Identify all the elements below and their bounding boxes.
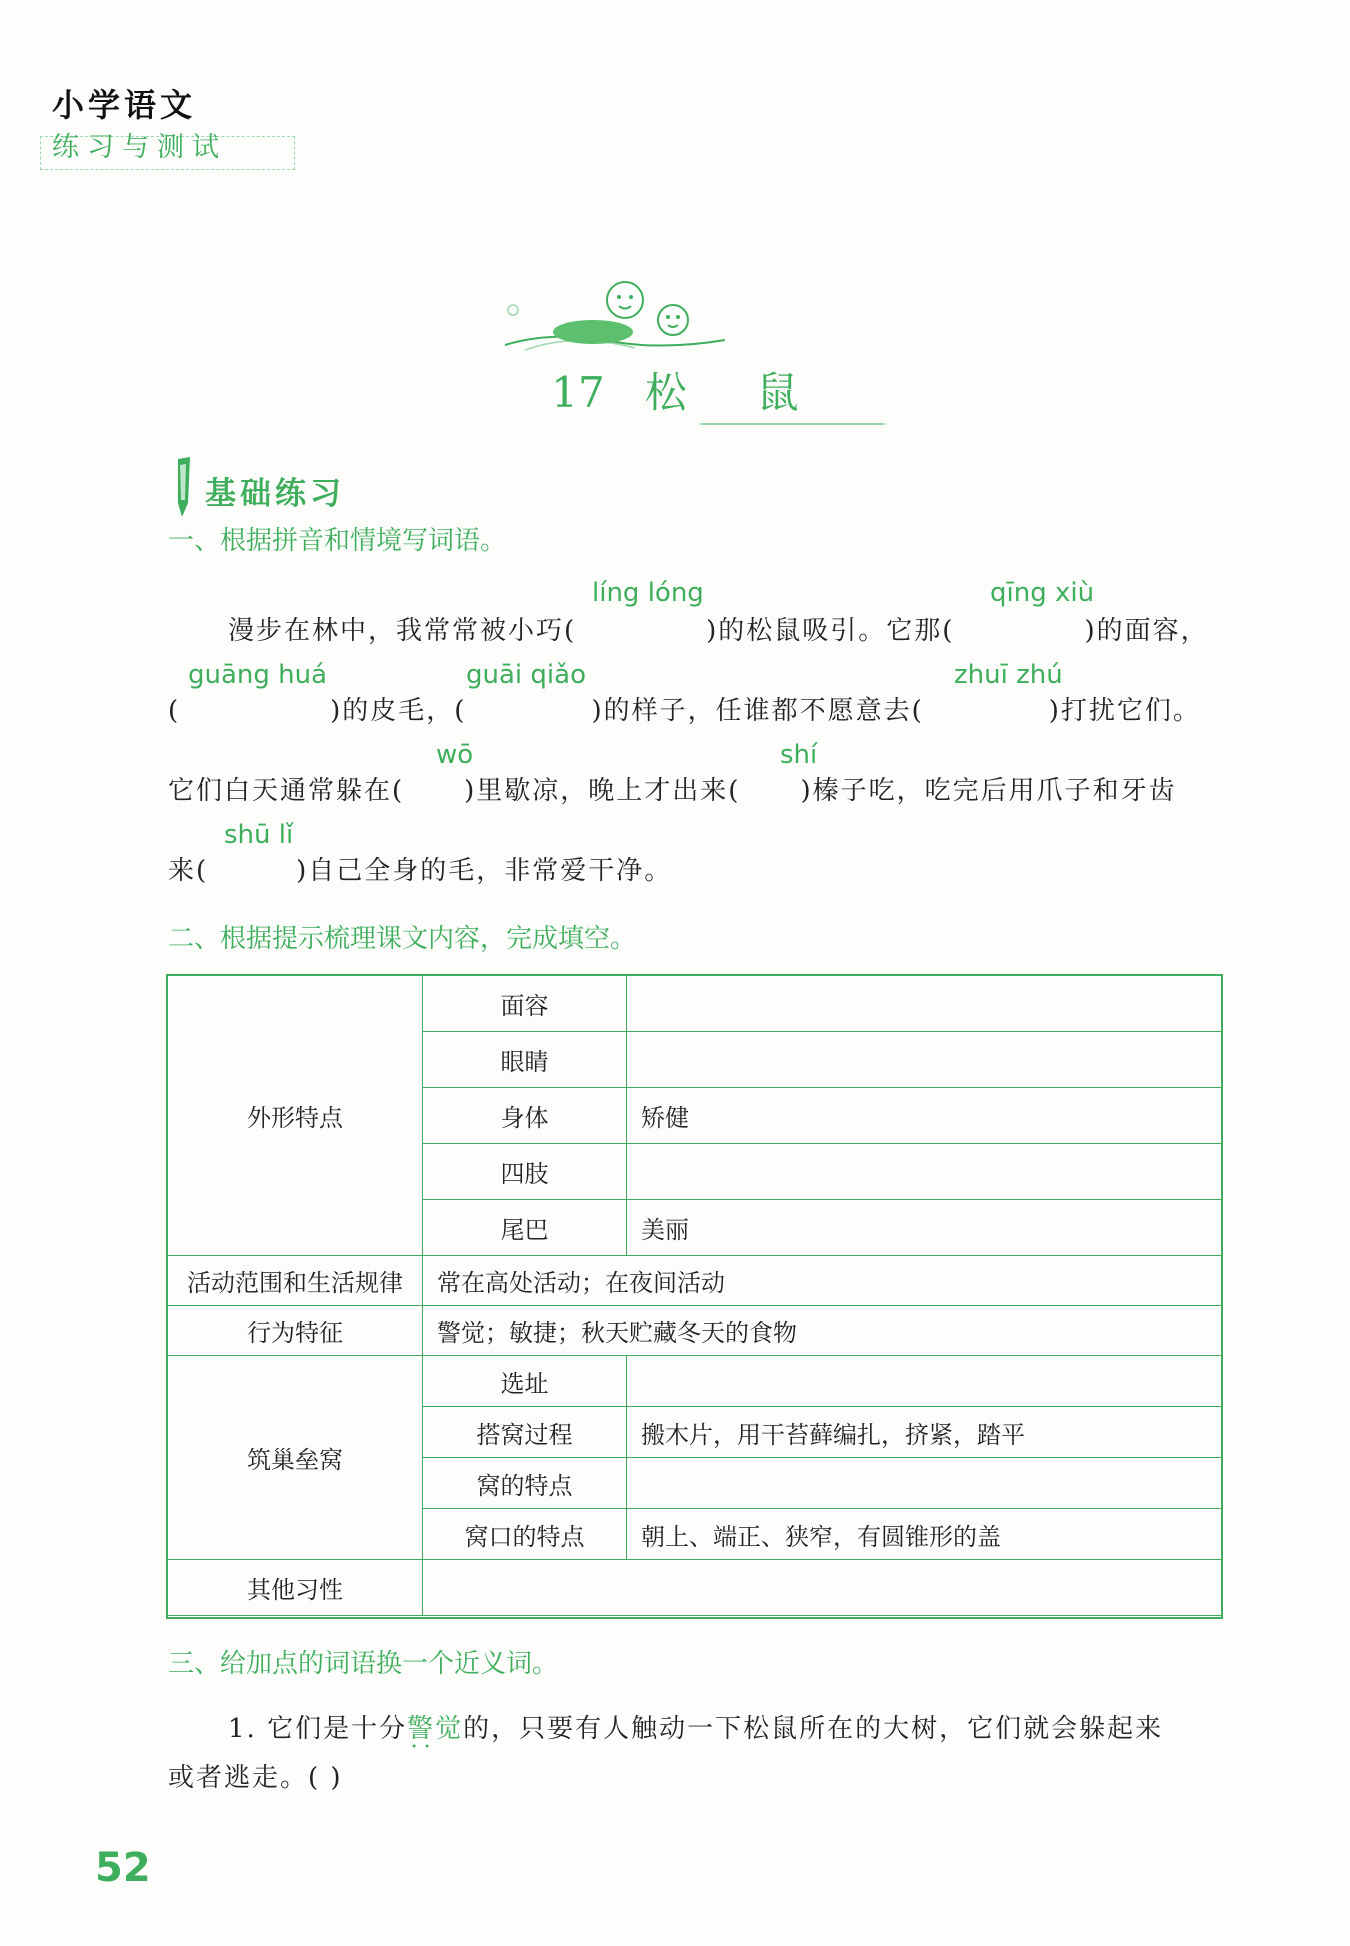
q3-heading: 三、给加点的词语换一个近义词。 [168, 1649, 559, 1679]
pencil-icon [170, 455, 198, 520]
q1-line2-a: ( [168, 696, 181, 726]
answer-other[interactable] [423, 1560, 1222, 1616]
q2-heading: 二、根据提示梳理课文内容，完成填空。 [168, 924, 637, 954]
item-body: 身体 [423, 1088, 627, 1144]
answer-eyes[interactable] [627, 1032, 1222, 1088]
q1-line3-c: )榛子吃，吃完后用爪子和牙齿 [800, 776, 1177, 806]
answer-entrance: 朝上、端正、狭窄，有圆锥形的盖 [627, 1509, 1222, 1560]
kids-illustration-icon [495, 270, 735, 370]
item-face: 面容 [423, 976, 627, 1032]
lesson-title [0, 360, 1350, 420]
answer-site[interactable] [627, 1356, 1222, 1407]
book-subtitle: 练习与测试 [52, 132, 227, 163]
q1-line1-a: 漫步在林中，我常常被小巧( [228, 616, 577, 646]
q1-line-4 [168, 858, 1223, 884]
row-label-appearance: 外形特点 [168, 976, 423, 1256]
pinyin-shi: shí [780, 740, 818, 770]
title-underline [700, 423, 885, 425]
item-site: 选址 [423, 1356, 627, 1407]
book-title: 小学语文 [52, 86, 197, 124]
q1-line4-b: )自己全身的毛，非常爱干净。 [296, 856, 673, 886]
row-label-other: 其他习性 [168, 1560, 423, 1616]
row-label-nest: 筑巢垒窝 [168, 1356, 423, 1560]
answer-limbs[interactable] [627, 1144, 1222, 1200]
pinyin-qing-xiu: qīng xiù [990, 578, 1095, 608]
answer-behavior: 警觉；敏捷；秋天贮藏冬天的食物 [423, 1306, 1222, 1356]
pinyin-zhui-zhu: zhuī zhú [954, 660, 1063, 690]
q3-item1-line2[interactable]: 或者逃走。( ) [168, 1763, 343, 1793]
q1-line2-c: )的样子，任谁都不愿意去( [591, 696, 924, 726]
q1-line2-b: )的皮毛，( [330, 696, 467, 726]
q1-line2-d: )打扰它们。 [1048, 696, 1201, 726]
lesson-number: 17 [551, 368, 605, 417]
answer-activity: 常在高处活动；在夜间活动 [423, 1256, 1222, 1306]
content-table [167, 975, 1222, 1616]
page-number: 52 [95, 1845, 151, 1891]
answer-face[interactable] [627, 976, 1222, 1032]
lesson-title-char1: 松 [644, 368, 687, 417]
q1-line3-a: 它们白天通常躲在( [168, 776, 405, 806]
answer-body: 矫健 [627, 1088, 1222, 1144]
q1-line4-a: 来( [168, 856, 209, 886]
q1-heading: 一、根据拼音和情境写词语。 [168, 526, 507, 556]
item-nest-features: 窝的特点 [423, 1458, 627, 1509]
section-label: 基础练习 [205, 476, 345, 512]
q3-item1-prefix: 1. 它们是十分 [228, 1714, 408, 1744]
row-label-behavior: 行为特征 [168, 1306, 423, 1356]
q3-item-1 [228, 1708, 1163, 1745]
lesson-title-char2: 鼠 [756, 368, 799, 417]
q3-item1-suffix: 的，只要有人触动一下松鼠所在的大树，它们就会躲起来 [463, 1714, 1164, 1744]
item-building: 搭窝过程 [423, 1407, 627, 1458]
q1-line-1 [228, 618, 1283, 644]
q1-line3-b: )里歇凉，晚上才出来( [464, 776, 741, 806]
pinyin-guang-hua: guāng huá [188, 660, 328, 690]
answer-building: 搬木片，用干苔藓编扎，挤紧，踏平 [627, 1407, 1222, 1458]
q3-dotted-word: 警觉 • • [407, 1714, 463, 1744]
answer-tail: 美丽 [627, 1200, 1222, 1256]
q1-line1-b: )的松鼠吸引。它那( [706, 616, 955, 646]
q1-line-2 [168, 698, 1223, 724]
item-limbs: 四肢 [423, 1144, 627, 1200]
answer-nest-features[interactable] [627, 1458, 1222, 1509]
pinyin-ling-long: líng lóng [592, 578, 704, 608]
pinyin-guai-qiao: guāi qiǎo [466, 660, 586, 690]
item-eyes: 眼睛 [423, 1032, 627, 1088]
pinyin-shu-li: shū lǐ [224, 820, 294, 850]
q1-line-3 [168, 778, 1223, 804]
q1-line1-c: )的面容， [1084, 616, 1209, 646]
item-entrance: 窝口的特点 [423, 1509, 627, 1560]
row-label-activity: 活动范围和生活规律 [168, 1256, 423, 1306]
pinyin-wo: wō [436, 740, 474, 770]
item-tail: 尾巴 [423, 1200, 627, 1256]
